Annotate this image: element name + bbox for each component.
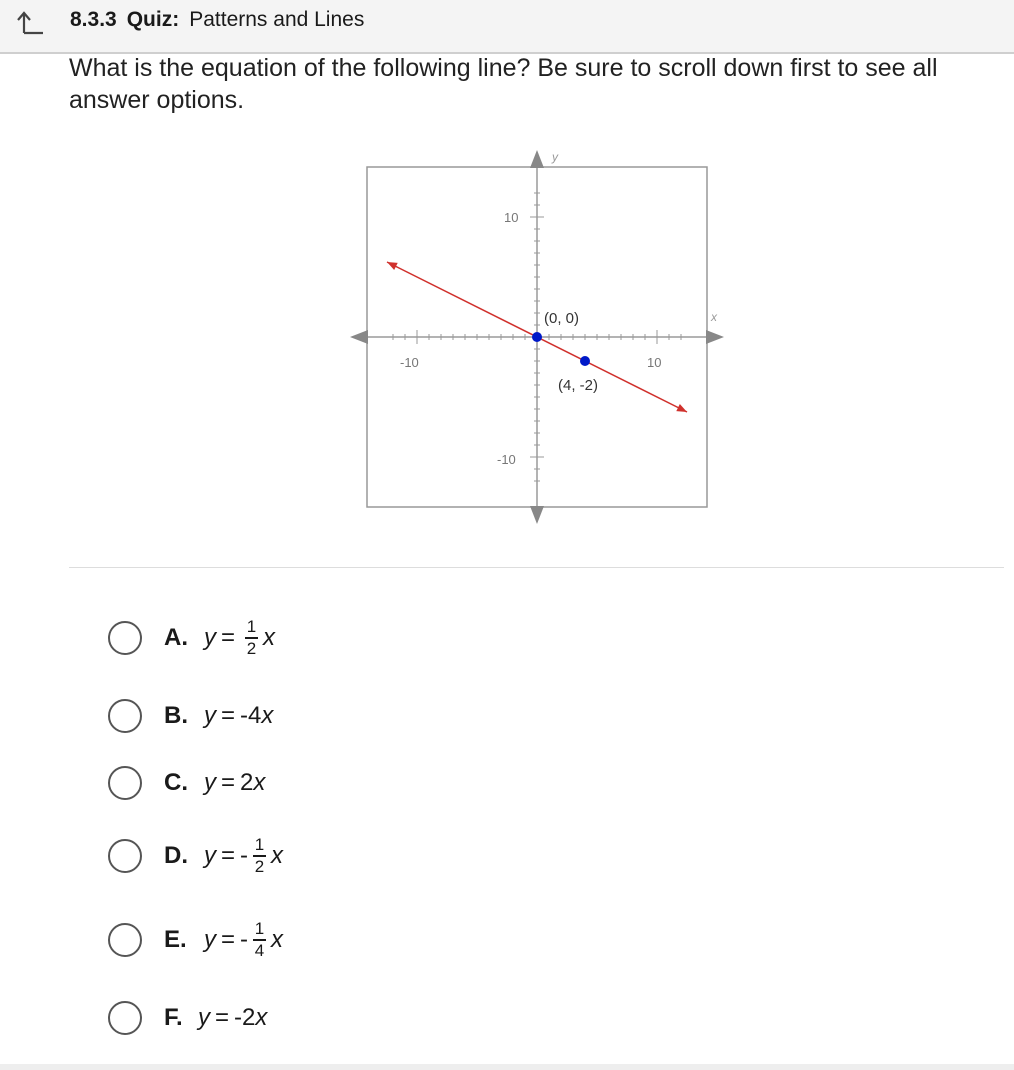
point-label-origin: (0, 0) (544, 310, 580, 327)
option-equation: y = - $\frac{1}{2}$ x (204, 835, 284, 876)
question-text: What is the equation of the following line? Be sure to scroll down first to see all answer options. (69, 54, 938, 114)
radio-button[interactable] (108, 923, 142, 957)
quiz-header (0, 0, 1014, 54)
option-letter: D. (164, 842, 188, 869)
answer-option-c[interactable] (108, 763, 265, 803)
tick-label-y-neg: -10 (497, 452, 516, 467)
answer-option-d[interactable] (108, 836, 283, 876)
answer-option-a[interactable] (108, 618, 275, 658)
tick-label-x-neg: -10 (400, 355, 419, 370)
y-axis-arrow-down (530, 506, 544, 524)
quiz-kind: Quiz: (126, 8, 180, 31)
option-letter: F. (164, 1004, 183, 1031)
radio-button[interactable] (108, 699, 142, 733)
option-equation: y = -4 x (204, 702, 274, 729)
answer-option-b[interactable] (108, 696, 273, 736)
fraction: $\frac{1}{2}$ (254, 835, 265, 876)
quiz-name: Patterns and Lines (189, 8, 365, 31)
quiz-title (70, 8, 364, 32)
radio-button[interactable] (108, 621, 142, 655)
radio-button[interactable] (108, 839, 142, 873)
option-letter: C. (164, 769, 188, 796)
option-equation: y = $\frac{1}{2}$ x (204, 617, 276, 658)
point-label-second: (4, -2) (558, 377, 599, 394)
tick-label-x-pos: 10 (647, 355, 662, 370)
answer-option-f[interactable] (108, 998, 267, 1038)
point-origin (532, 332, 542, 342)
radio-button[interactable] (108, 766, 142, 800)
x-axis-arrow-right (706, 330, 724, 344)
line-arrow-start (387, 262, 398, 270)
quiz-number: 8.3.3 (70, 8, 117, 31)
line-arrow-end (676, 404, 687, 412)
option-letter: E. (164, 926, 187, 953)
x-axis-arrow-left (350, 330, 368, 344)
radio-button[interactable] (108, 1001, 142, 1035)
option-equation: y = -2 x (198, 1004, 268, 1031)
point-second (580, 356, 590, 366)
option-equation: y = - $\frac{1}{4}$ x (204, 919, 284, 960)
answer-option-e[interactable] (108, 920, 283, 960)
y-axis-arrow-up (530, 150, 544, 168)
option-letter: A. (164, 624, 188, 651)
bottom-bar (0, 1064, 1014, 1070)
line-graph (340, 140, 740, 540)
x-axis-label: x (711, 310, 717, 324)
y-axis-label: y (552, 150, 558, 164)
divider (69, 567, 1004, 568)
back-arrow-icon (15, 9, 45, 35)
back-button[interactable] (12, 8, 48, 36)
option-letter: B. (164, 702, 188, 729)
option-equation: y = 2 x (204, 769, 266, 796)
fraction: $\frac{1}{2}$ (246, 617, 257, 658)
fraction: $\frac{1}{4}$ (254, 919, 265, 960)
tick-label-y-pos: 10 (504, 210, 519, 225)
